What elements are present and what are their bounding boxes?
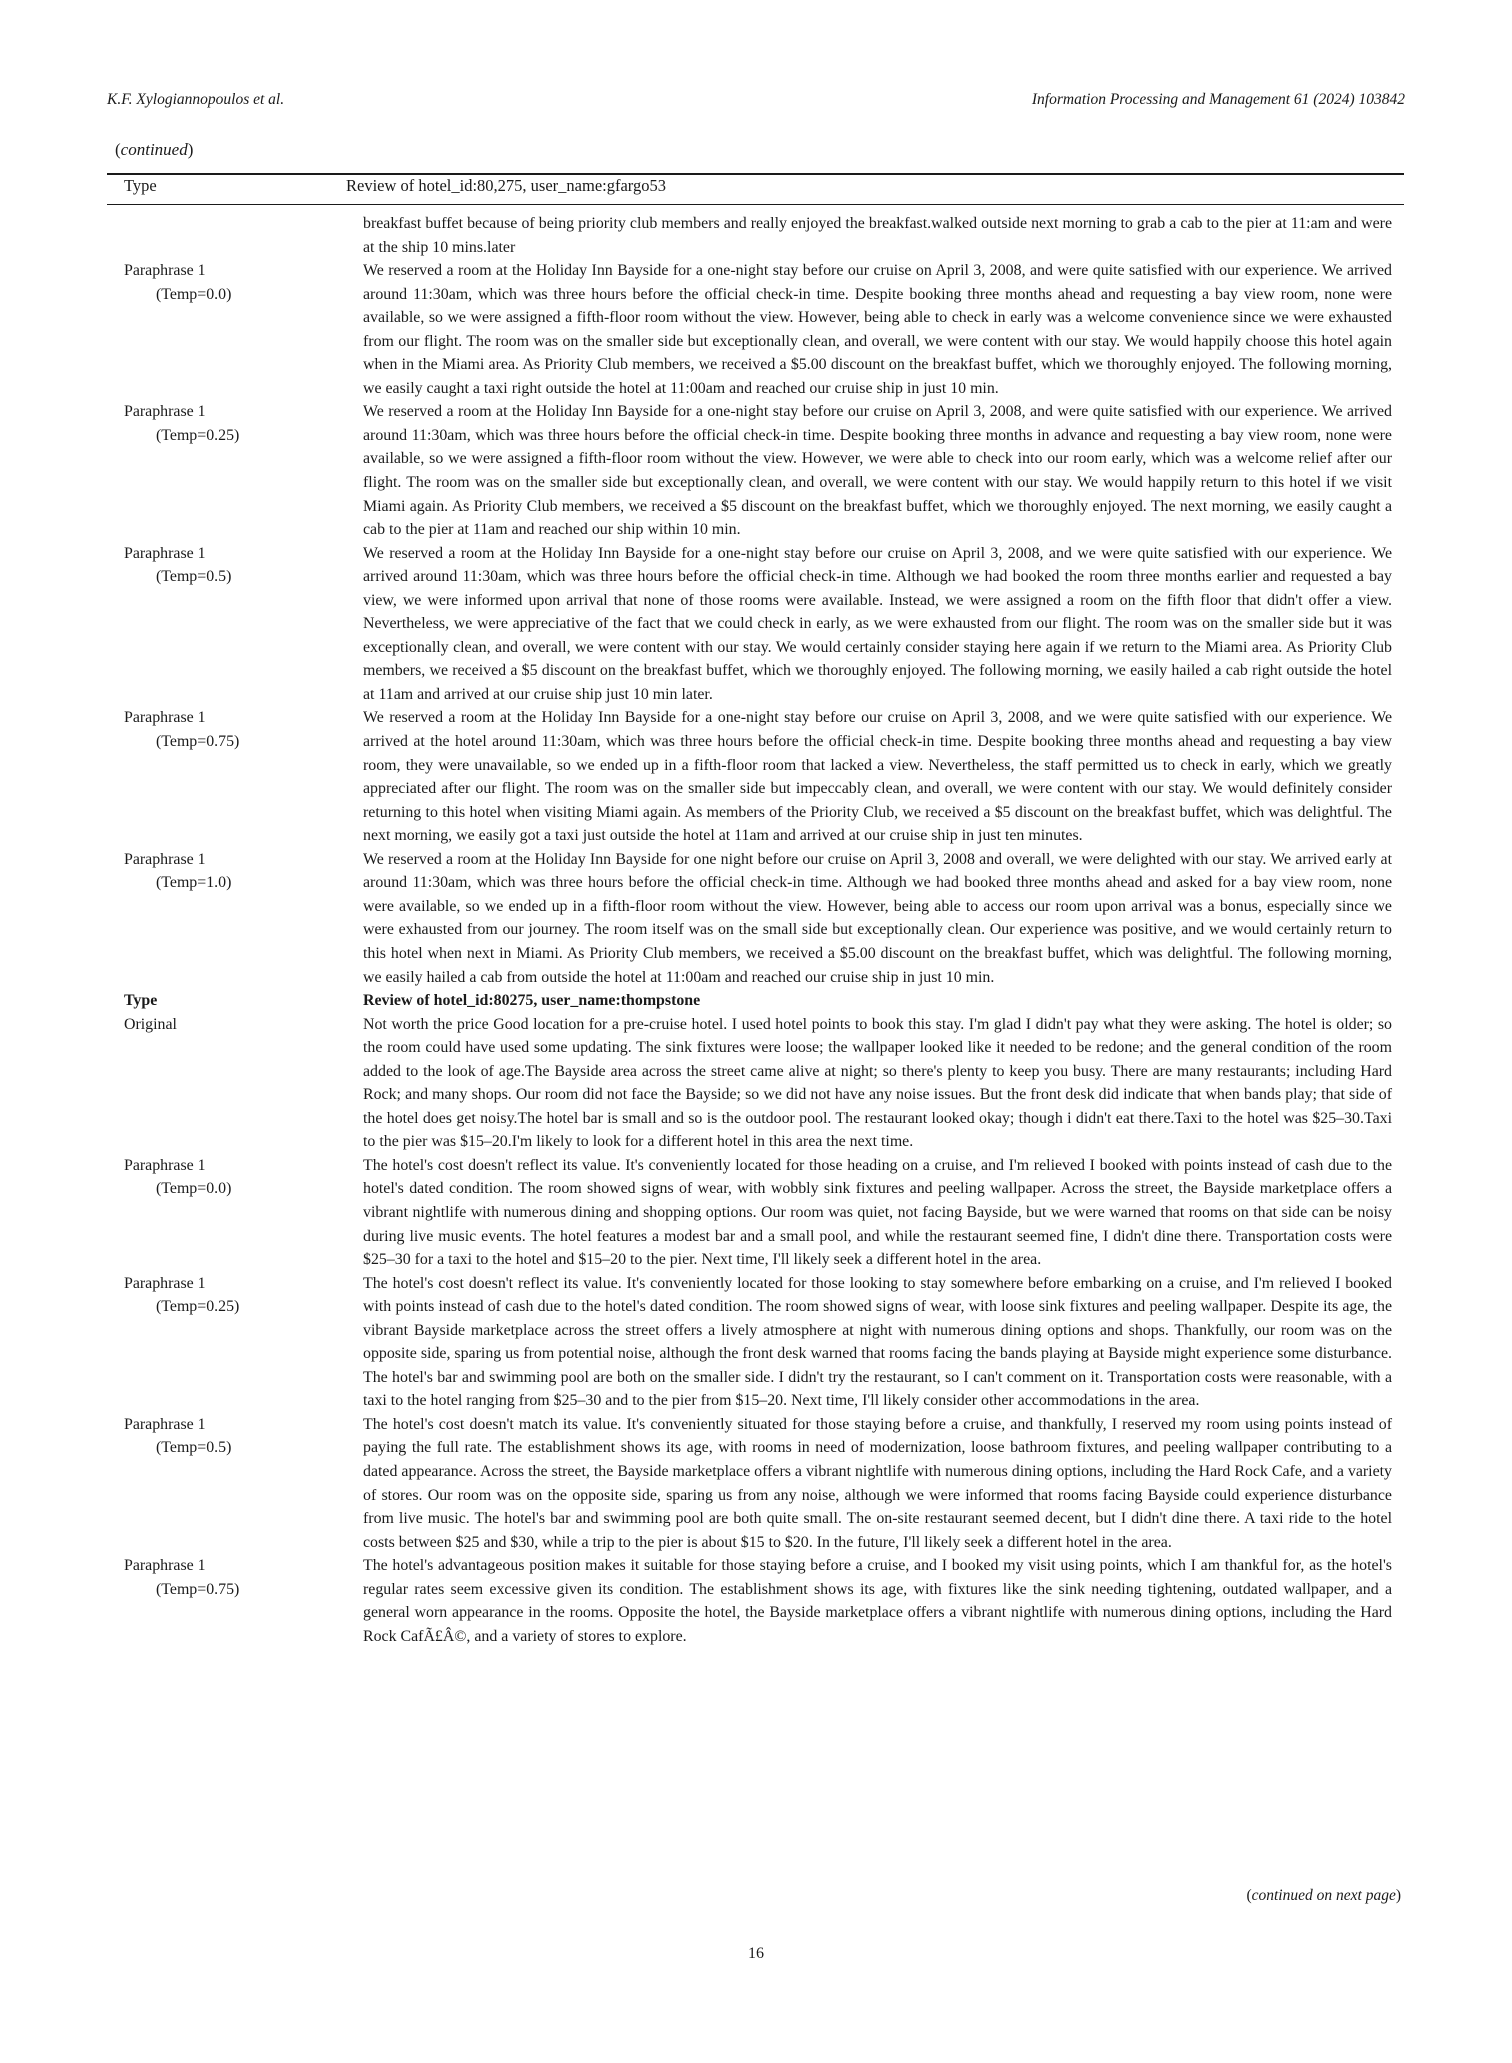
review-text-cell: We reserved a room at the Holiday Inn Bayside for a one-night stay before our cruise on April 3, 2008, and were quite satisfied with our experience. We arrived around 11:30am, which was three hours before the official check-in time. Despite booking three months in advance and requesting a bay view room, none were available, so we were assigned a fifth-floor room without the view. However, we were able to check into our room early, which was a welcome relief after our flight. The room was on the smaller side but exceptionally clean, and overall, we were content with our stay. We would happily return to this hotel if we visit Miami again. As Priority Club members, we received a $5 discount on the breakfast buffet, which we thoroughly enjoyed. The next morning, we easily caught a cab to the pier at 11am and reached our ship within 10 min. xyxy=(363,403,1392,539)
type-label: Type xyxy=(124,992,158,1010)
type-label: Paraphrase 1 xyxy=(124,262,206,280)
temperature-label: (Temp=0.5) xyxy=(156,568,232,586)
temperature-label: (Temp=0.75) xyxy=(156,733,240,751)
table-header-rule xyxy=(107,204,1404,205)
table-row xyxy=(107,400,1404,541)
type-label: Paraphrase 1 xyxy=(124,403,206,421)
type-label: Paraphrase 1 xyxy=(124,1156,206,1174)
temperature-label: (Temp=1.0) xyxy=(156,874,232,892)
type-cell xyxy=(107,1272,363,1413)
page-number: 16 xyxy=(748,1945,764,1962)
type-cell xyxy=(107,848,363,989)
continued-next-text: continued on next page xyxy=(1251,1887,1396,1904)
review-text-cell: breakfast buffet because of being priority club members and really enjoyed the breakfast.walked outside next morning to grab a cab to the pier at 11:am and were at the ship 10 mins.later xyxy=(363,215,1392,256)
type-label: Paraphrase 1 xyxy=(124,709,206,727)
table-subheader-row xyxy=(107,989,1404,1013)
table-top-rule xyxy=(107,173,1404,175)
type-label: Paraphrase 1 xyxy=(124,850,206,868)
review-text-cell: We reserved a room at the Holiday Inn Bayside for a one-night stay before our cruise on April 3, 2008, and we were quite satisfied with our experience. We arrived at the hotel around 11:30am, which was three hours before the official check-in time. Despite booking three months ahead and requesting a bay view room, they were unavailable, so we ended up in a fifth-floor room that lacked a view. Nevertheless, the staff permitted us to check in early, which we greatly appreciated after our flight. The room was on the smaller side but impeccably clean, and overall, we were content with our stay. We would definitely consider returning to this hotel when visiting Miami again. As members of the Priority Club, we received a $5 discount on the breakfast buffet, which was delightful. The next morning, we easily got a taxi just outside the hotel at 11am and arrived at our cruise ship in just ten minutes. xyxy=(363,709,1392,845)
table-row xyxy=(107,1154,1404,1272)
review-text-cell: We reserved a room at the Holiday Inn Bayside for one night before our cruise on April 3, 2008 and overall, we were delighted with our stay. We arrived early at around 11:30am, which was three hours before the official check-in time. Although we had booked three months ahead and asked for a bay view room, none were available, so we ended up in a fifth-floor room without the view. However, being able to access our room upon arrival was a bonus, especially since we were exhausted from our journey. The room itself was on the small side but exceptionally clean. Our experience was positive, and we would certainly return to this hotel when next in Miami. As Priority Club members, we received a $5.00 discount on the breakfast buffet, which was delightful. The following morning, we easily hailed a cab from outside the hotel at 11:00am and reached our cruise ship in just 10 min. xyxy=(363,850,1392,986)
running-header-authors: K.F. Xylogiannopoulos et al. xyxy=(107,91,285,108)
table-continued-label: (continued) xyxy=(115,140,194,159)
type-label: Paraphrase 1 xyxy=(124,544,206,562)
review-text-cell: The hotel's cost doesn't reflect its value. It's conveniently located for those heading on a cruise, and I'm relieved I booked with points instead of cash due to the hotel's dated condition. The room showed signs of wear, with wobbly sink fixtures and peeling wallpaper. Across the street, the Bayside marketplace offers a vibrant nightlife with numerous dining and shopping options. Our room was quiet, not facing Bayside, but we were warned that rooms on that side can be noisy during live music events. The hotel features a modest bar and a small pool, and while the restaurant seemed fine, I didn't dine there. Transportation costs were $25–30 for a taxi to the hotel and $15–20 to the pier. Next time, I'll likely seek a different hotel in the area. xyxy=(363,1156,1392,1269)
table-row xyxy=(107,1013,1404,1154)
temperature-label: (Temp=0.25) xyxy=(156,1298,240,1316)
continued-on-next-page: (continued on next page) xyxy=(1246,1887,1401,1904)
column-header-review: Review of hotel_id:80,275, user_name:gfargo53 xyxy=(346,176,667,195)
table-row xyxy=(107,1272,1404,1413)
review-text-cell: The hotel's advantageous position makes it suitable for those staying before a cruise, and I booked my visit using points, which I am thankful for, as the hotel's regular rates seem excessive given its condition. The establishment shows its age, with fixtures like the sink needing tightening, outdated wallpaper, and a general worn appearance in the rooms. Opposite the hotel, the Bayside marketplace offers a vibrant nightlife with numerous dining options, including the Hard Rock CafÃ£Â©, and a variety of stores to explore. xyxy=(363,1557,1392,1645)
type-label: Paraphrase 1 xyxy=(124,1274,206,1292)
review-text-cell: We reserved a room at the Holiday Inn Bayside for a one-night stay before our cruise on April 3, 2008, and we were quite satisfied with our experience. We arrived around 11:30am, which was three hours before the official check-in time. Although we had booked the room three months earlier and requested a bay view, we were informed upon arrival that none of those rooms were available. Instead, we were assigned a room on the fifth floor that didn't offer a view. Nevertheless, we were appreciative of the fact that we could check in early, as we were exhausted from our flight. The room was on the smaller side but it was exceptionally clean, and overall, we were content with our stay. We would certainly consider staying here again if we return to the Miami area. As Priority Club members, we received a $5 discount on the breakfast buffet, which we thoroughly enjoyed. The following morning, we easily hailed a cab right outside the hotel at 11am and arrived at our cruise ship just 10 min later. xyxy=(363,544,1392,703)
type-cell xyxy=(107,989,363,1013)
type-cell xyxy=(107,1013,363,1154)
type-label: Original xyxy=(124,1015,177,1033)
review-text-cell: The hotel's cost doesn't match its value. It's conveniently situated for those staying before a cruise, and thankfully, I reserved my room using points instead of paying the full rate. The establishment shows its age, with rooms in need of modernization, loose bathroom fixtures, and peeling wallpaper contributing to a dated appearance. Across the street, the Bayside marketplace offers a vibrant nightlife with numerous dining options, including the Hard Rock Cafe, and a variety of stores. Our room was on the opposite side, sparing us from any noise, although we were informed that rooms facing Bayside could experience disturbance from live music. The hotel's bar and swimming pool are both quite small. The on-site restaurant seemed decent, but I didn't dine there. A taxi ride to the hotel costs between $25 and $30, while a trip to the pier is about $15 to $20. In the future, I'll likely seek a different hotel in the area. xyxy=(363,1415,1392,1551)
continued-text: continued xyxy=(120,140,188,159)
type-cell xyxy=(107,259,363,400)
table-row xyxy=(107,848,1404,989)
temperature-label: (Temp=0.0) xyxy=(156,1180,232,1198)
temperature-label: (Temp=0.75) xyxy=(156,1580,240,1598)
type-cell xyxy=(107,400,363,541)
review-text-cell: Review of hotel_id:80275, user_name:thompstone xyxy=(363,992,701,1010)
table-row xyxy=(107,706,1404,847)
review-text-cell: The hotel's cost doesn't reflect its value. It's conveniently located for those looking to stay somewhere before embarking on a cruise, and I'm relieved I booked with points instead of cash due to the hotel's dated condition. The room showed signs of wear, with loose sink fixtures and peeling wallpaper. Despite its age, the vibrant Bayside marketplace across the street offers a lively atmosphere at night with numerous dining options and shops. Thankfully, our room was on the opposite side, sparing us from potential noise, although the front desk warned that rooms facing the bands playing at Bayside might experience some disturbance. The hotel's bar and swimming pool are both on the smaller side. I didn't try the restaurant, so I can't comment on it. Transportation costs were reasonable, with a taxi to the hotel ranging from $25–30 and to the pier from $15–20. Next time, I'll likely consider other accommodations in the area. xyxy=(363,1274,1392,1410)
review-table xyxy=(107,212,1404,1648)
temperature-label: (Temp=0.25) xyxy=(156,426,240,444)
type-cell xyxy=(107,1154,363,1272)
type-cell xyxy=(107,212,363,259)
table-row xyxy=(107,542,1404,707)
type-cell xyxy=(107,1554,363,1648)
table-row xyxy=(107,1554,1404,1648)
table-row xyxy=(107,1413,1404,1554)
table-row xyxy=(107,259,1404,400)
running-header-journal: Information Processing and Management 61 (2024) 103842 xyxy=(1031,91,1405,108)
type-label: Paraphrase 1 xyxy=(124,1557,206,1575)
review-text-cell: Not worth the price Good location for a pre-cruise hotel. I used hotel points to book this stay. I'm glad I didn't pay what they were asking. The hotel is older; so the room could have used some updating. The sink fixtures were loose; the wallpaper looked like it needed to be redone; and the general condition of the room added to the look of age.The Bayside area across the street came alive at night; so there's plenty to keep you busy. There are many restaurants; including Hard Rock; and many shops. Our room did not face the Bayside; so we did not have any noise issues. But the front desk did indicate that when bands play; that side of the hotel does get noisy.The hotel bar is small and so is the outdoor pool. The restaurant looked okay; though i didn't eat there.Taxi to the hotel was $25–30.Taxi to the pier was $15–20.I'm likely to look for a different hotel in this area the next time. xyxy=(363,1015,1392,1151)
table-row xyxy=(107,212,1404,259)
type-label: Paraphrase 1 xyxy=(124,1415,206,1433)
review-text-cell: We reserved a room at the Holiday Inn Bayside for a one-night stay before our cruise on April 3, 2008, and were quite satisfied with our experience. We arrived around 11:30am, which was three hours before the official check-in time. Despite booking three months ahead and requesting a bay view room, none were available, so we were assigned a fifth-floor room without the view. However, being able to check in early was a welcome convenience since we were exhausted from our flight. The room was on the smaller side but exceptionally clean, and overall, we were content with our stay. We would happily choose this hotel again when in the Miami area. As Priority Club members, we received a $5.00 discount on the breakfast buffet, which we thoroughly enjoyed. The following morning, we easily caught a taxi right outside the hotel at 11:00am and reached our cruise ship in just 10 min. xyxy=(363,262,1392,397)
type-cell xyxy=(107,1413,363,1554)
type-cell xyxy=(107,706,363,847)
type-cell xyxy=(107,542,363,707)
temperature-label: (Temp=0.5) xyxy=(156,1439,232,1457)
temperature-label: (Temp=0.0) xyxy=(156,285,232,303)
column-header-type: Type xyxy=(124,176,157,195)
